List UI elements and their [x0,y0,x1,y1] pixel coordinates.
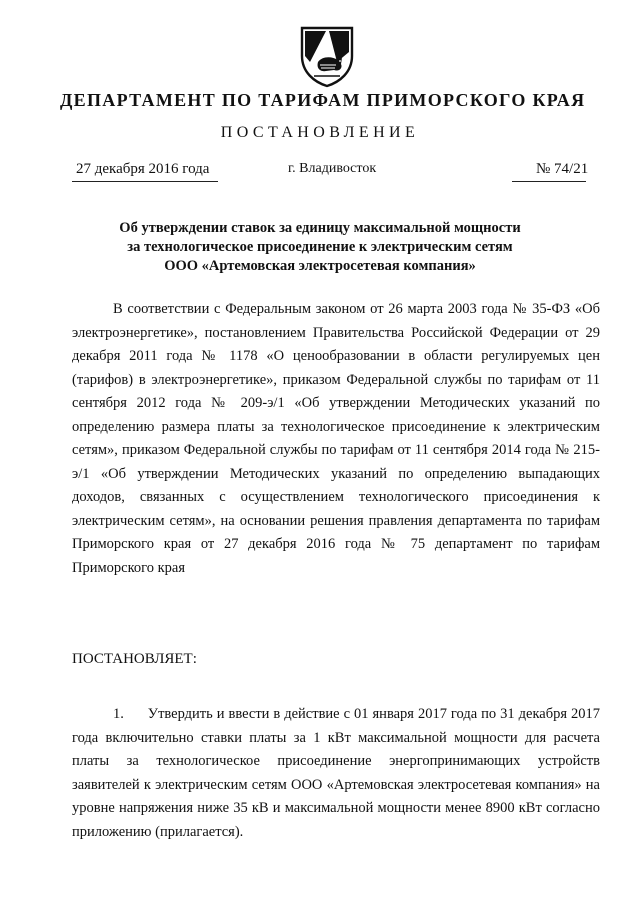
decree-item-paragraph [72,703,600,844]
date-underline [72,181,218,182]
preamble [72,298,600,580]
subject-line: Об утверждении ставок за единицу максимальной мощности [119,220,521,236]
document-subject [80,219,560,276]
subject-line: ООО «Артемовская электросетевая компания» [164,258,476,274]
coat-of-arms-icon [296,22,358,88]
document-city: г. Владивосток [288,161,377,176]
document-number: № 74/21 [536,161,589,177]
document-date: 27 декабря 2016 года [76,161,210,177]
subject-line: за технологическое присоединение к электрическим сетям [127,239,513,255]
department-title: ДЕПАРТАМЕНТ ПО ТАРИФАМ ПРИМОРСКОГО КРАЯ [60,90,586,110]
preamble-paragraph: В соответствии с Федеральным законом от 26 марта 2003 года № 35-ФЗ «Об электроэнергетике», постановлением Правительства Российской Федерации от 29 декабря 2011 года № 1178 «О ценообразовании в области регулируемых цен (тарифов) в электроэнергетике», приказом Федеральной службы по тарифам от 11 сентября 2012 года № 209-э/1 «Об утверждении Методических указаний по определению размера платы за технологическое присоединение к электрическим сетям», приказом Федеральной службы по тарифам от 11 сентября 2014 года № 215-э/1 «Об утверждении Методических указаний по определению выпадающих доходов, связанных с осуществлением технологического присоединения к электрическим сетям», на основании решения правления департамента по тарифам Приморского края от 27 декабря 2016 года № 75 департамент по тарифам Приморского края [72,301,600,576]
decree-item [72,703,600,844]
number-underline [512,181,586,182]
item-number: 1. [113,706,124,722]
decree-heading: ПОСТАНОВЛЯЕТ: [72,651,197,667]
item-text: Утвердить и ввести в действие с 01 января 2017 года по 31 декабря 2017 года включительно ставки платы за 1 кВт максимальной мощности для расчета платы за технологическое присоединение энергопринимающих устройств заявителей к электрическим сетям ООО «Артемовская электросетевая компания» на уровне напряжения ниже 35 кВ и максимальной мощности менее 8900 кВт согласно приложению (прилагается). [72,706,600,840]
document-type: ПОСТАНОВЛЕНИЕ [220,124,420,141]
